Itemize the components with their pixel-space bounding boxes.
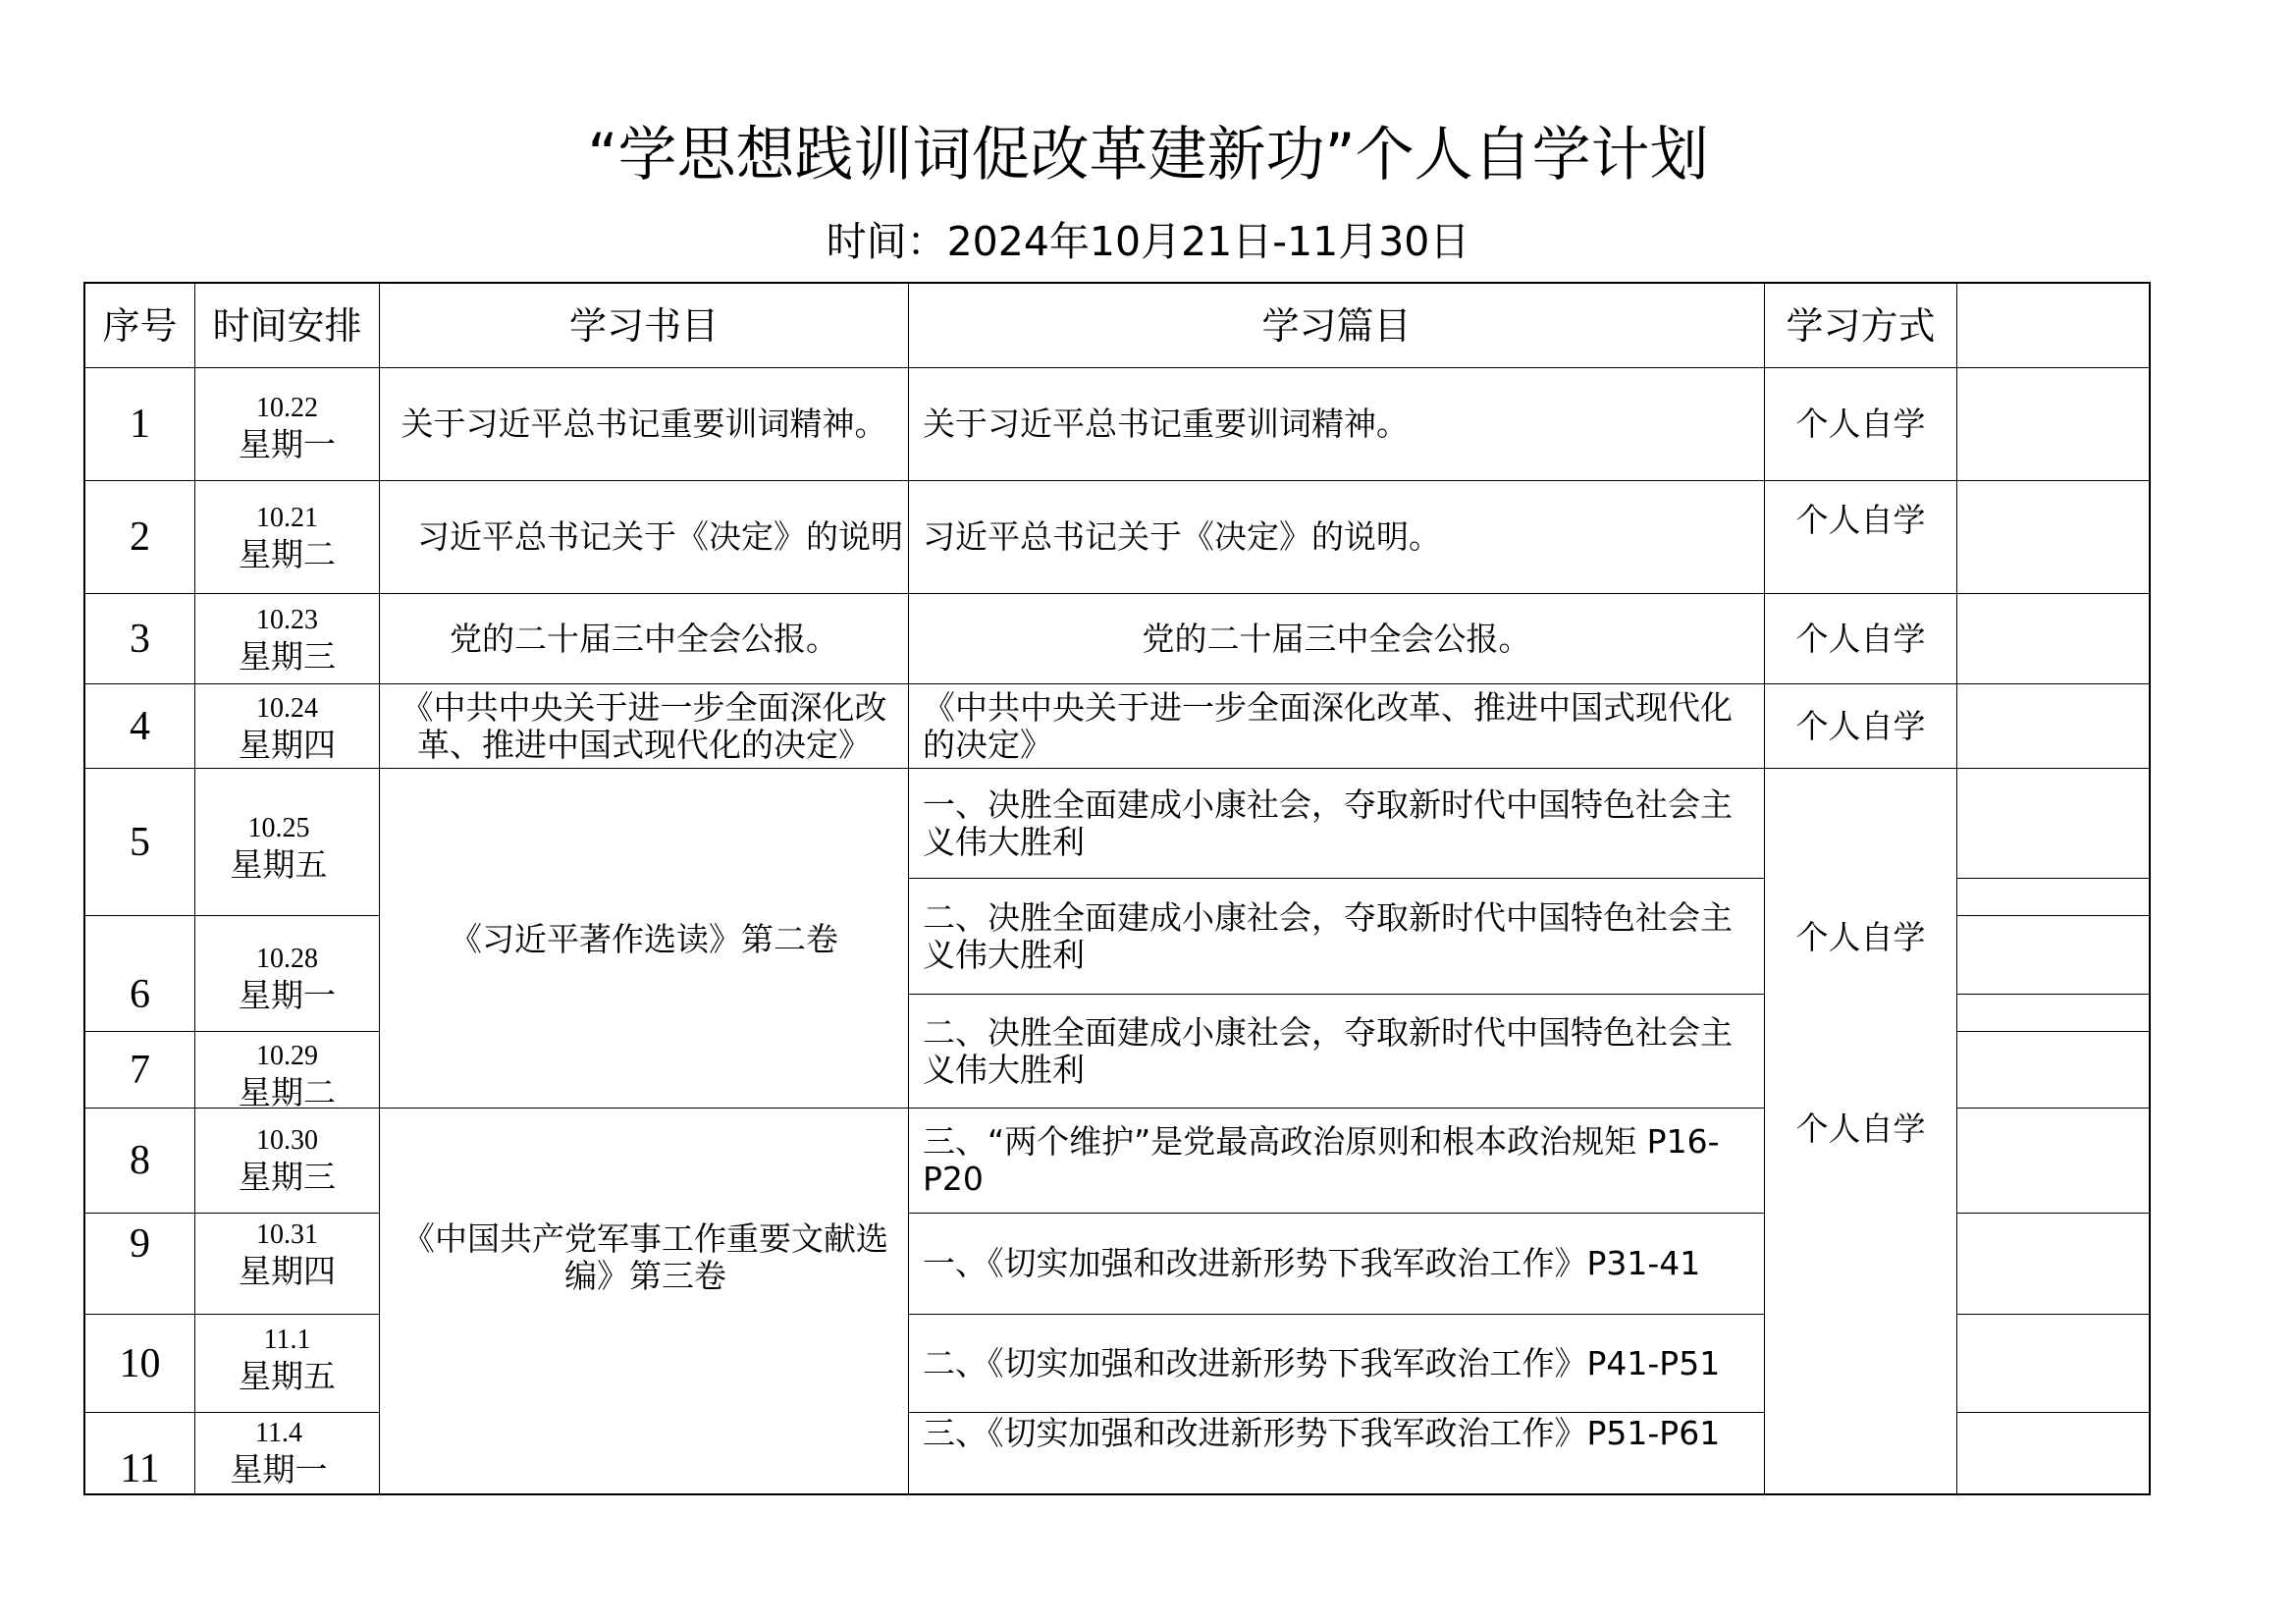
schedule-cell [195, 1216, 379, 1294]
schedule-date: 10.28 [256, 944, 318, 974]
schedule-date: 10.31 [256, 1219, 318, 1250]
seq-cell: 3 [130, 616, 150, 662]
page-subtitle: 时间：2024年10月21日-11月30日 [826, 218, 1470, 265]
schedule-weekday: 星期四 [239, 726, 336, 764]
chapter-cell: 三、《切实加强和改进新形势下我军政治工作》P51-P61 [923, 1414, 1721, 1452]
schedule-date: 10.23 [256, 605, 318, 635]
row-divider [83, 1412, 380, 1413]
schedule-cell [195, 689, 379, 768]
chapter-cell: 关于习近平总书记重要训词精神。 [923, 405, 1409, 443]
chapter-cell: 习近平总书记关于《决定》的说明。 [923, 517, 1441, 556]
schedule-weekday: 星期二 [239, 1073, 336, 1107]
book-cell: 《习近平著作选读》第二卷 [450, 920, 838, 958]
chapter-cell: 一、决胜全面建成小康社会，夺取新时代中国特色社会主义伟大胜利 [923, 785, 1733, 861]
schedule-cell [195, 499, 379, 577]
method-cell: 个人自学 [1795, 1110, 1926, 1148]
row-divider [1956, 1412, 2150, 1413]
header-book: 学习书目 [568, 303, 719, 348]
seq-cell: 5 [130, 819, 150, 865]
chapter-cell: 党的二十届三中全会公报。 [1142, 619, 1531, 658]
book-cell: 关于习近平总书记重要训词精神。 [400, 405, 887, 443]
chapter-cell: 一、《切实加强和改进新形势下我军政治工作》P31-41 [923, 1244, 1701, 1282]
schedule-weekday: 星期一 [239, 976, 336, 1014]
row-divider [83, 915, 380, 916]
chapter-cell: 二、《切实加强和改进新形势下我军政治工作》P41-P51 [923, 1343, 1721, 1382]
seq-cell: 8 [130, 1138, 150, 1183]
schedule-date: 10.24 [256, 693, 318, 724]
schedule-weekday: 星期三 [239, 637, 336, 676]
method-cell: 个人自学 [1795, 501, 1926, 539]
schedule-weekday: 星期五 [230, 845, 328, 884]
header-chapter: 学习篇目 [1261, 303, 1412, 348]
header-seq: 序号 [102, 303, 178, 348]
schedule-date: 11.4 [255, 1418, 302, 1448]
seq-cell: 4 [130, 703, 150, 749]
schedule-date: 11.1 [263, 1325, 311, 1355]
chapter-cell: 三、“两个维护”是党最高政治原则和根本政治规矩 P16-P20 [923, 1122, 1720, 1198]
schedule-date: 10.22 [256, 393, 318, 423]
book-cell: 习近平总书记关于《决定》的说明 [417, 517, 903, 556]
row-divider [908, 1412, 1765, 1413]
book-cell: 《中国共产党军事工作重要文献选编》第三卷 [402, 1219, 888, 1295]
row-divider [1956, 878, 2150, 879]
header-method: 学习方式 [1786, 303, 1936, 348]
schedule-weekday: 星期四 [239, 1252, 336, 1290]
schedule-cell [195, 1121, 379, 1200]
seq-cell: 2 [130, 514, 150, 560]
page-title: “学思想践训词促改革建新功”个人自学计划 [587, 121, 1709, 189]
schedule-cell [195, 940, 379, 1018]
seq-cell: 10 [119, 1340, 161, 1386]
schedule-weekday: 星期一 [230, 1450, 328, 1489]
schedule-weekday: 星期三 [239, 1158, 336, 1196]
schedule-date: 10.29 [256, 1041, 318, 1071]
schedule-date: 10.21 [256, 503, 318, 533]
seq-cell: 7 [130, 1047, 150, 1093]
method-cell: 个人自学 [1795, 706, 1926, 745]
schedule-cell [195, 601, 379, 679]
chapter-cell: 《中共中央关于进一步全面深化改革、推进中国式现代化的决定》 [923, 687, 1733, 764]
schedule-date: 10.30 [256, 1125, 318, 1156]
schedule-weekday: 星期五 [239, 1357, 336, 1395]
method-cell: 个人自学 [1795, 405, 1926, 443]
row-divider [1956, 1314, 2150, 1315]
row-divider [1956, 994, 2150, 995]
schedule-date: 10.25 [247, 813, 310, 843]
schedule-weekday: 星期二 [239, 535, 336, 573]
seq-cell: 11 [120, 1445, 160, 1491]
seq-cell: 6 [130, 971, 150, 1017]
method-cell: 个人自学 [1795, 918, 1926, 956]
book-cell: 党的二十届三中全会公报。 [450, 619, 838, 658]
seq-cell: 9 [130, 1221, 150, 1267]
schedule-cell [195, 1414, 362, 1492]
book-cell: 《中共中央关于进一步全面深化改革、推进中国式现代化的决定》 [400, 687, 887, 764]
schedule-cell [195, 1040, 379, 1107]
chapter-cell: 二、决胜全面建成小康社会，夺取新时代中国特色社会主义伟大胜利 [923, 1012, 1733, 1089]
table-border-bottom [83, 1493, 2151, 1495]
schedule-weekday: 星期一 [239, 425, 336, 463]
row-divider [1956, 1031, 2150, 1032]
method-cell: 个人自学 [1795, 619, 1926, 658]
seq-cell: 1 [130, 402, 150, 447]
schedule-cell [195, 389, 379, 467]
row-divider [1956, 915, 2150, 916]
chapter-cell: 二、决胜全面建成小康社会，夺取新时代中国特色社会主义伟大胜利 [923, 897, 1733, 974]
row-divider [1956, 1108, 2150, 1109]
header-schedule: 时间安排 [212, 303, 362, 348]
header-extra [1957, 284, 2149, 367]
row-divider [1956, 1213, 2150, 1214]
schedule-cell [195, 1321, 379, 1399]
schedule-cell [195, 809, 362, 888]
